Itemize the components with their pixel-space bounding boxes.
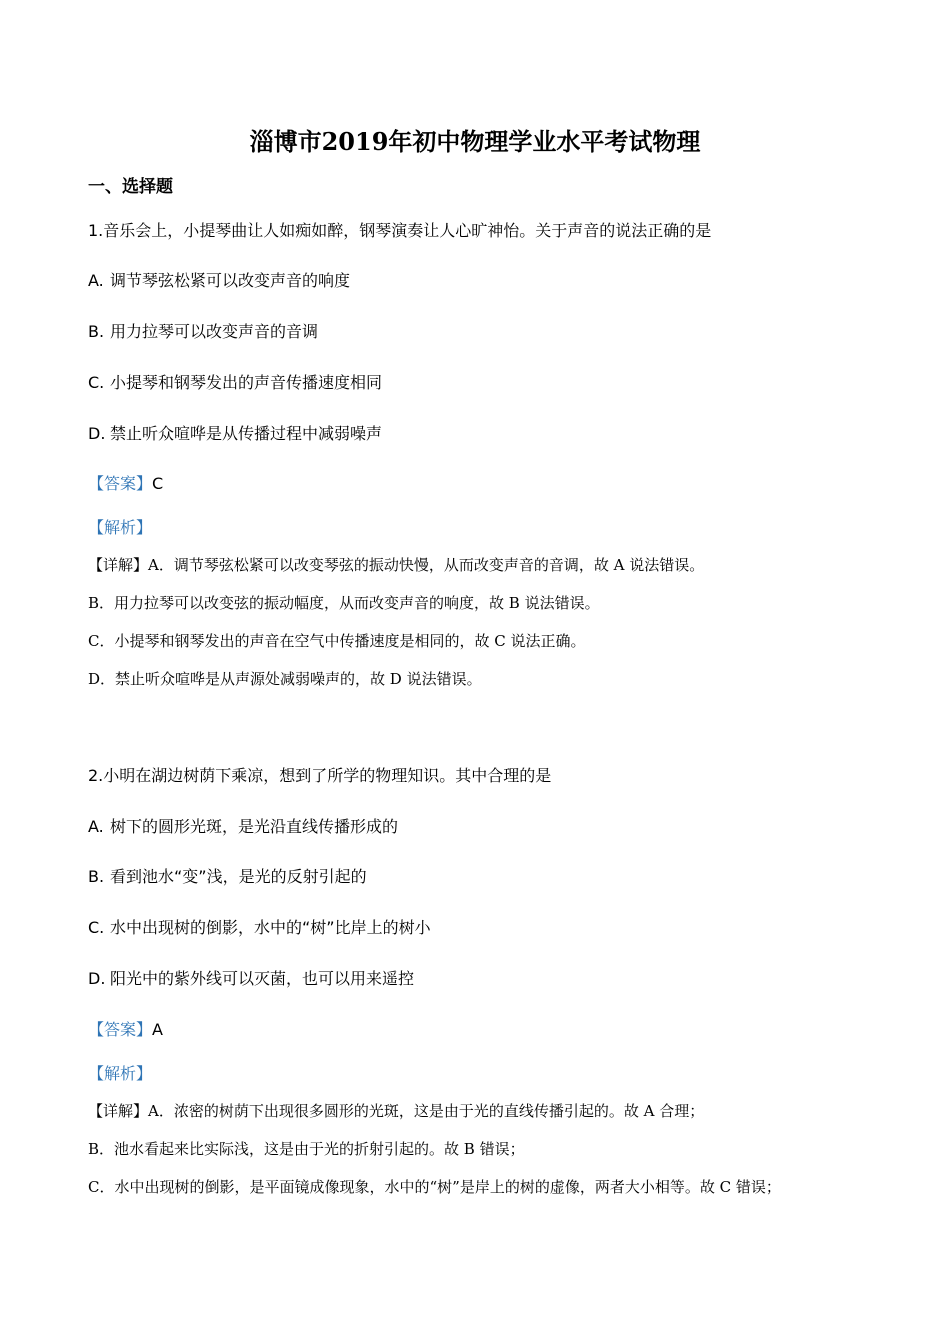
option-text: 禁止听众喧哗是从传播过程中减弱噪声	[110, 424, 383, 443]
option-letter: A.	[88, 817, 104, 836]
option-letter: D.	[88, 424, 106, 443]
question-2-stem: 2.小明在湖边树荫下乘凉，想到了所学的物理知识。其中合理的是	[88, 766, 552, 785]
question-2-option-c	[88, 915, 431, 938]
question-1-detail-4: D．禁止听众喧哗是从声源处减弱噪声的，故 D 说法错误。	[88, 670, 482, 688]
question-1-option-d	[88, 421, 382, 444]
option-text: 调节琴弦松紧可以改变声音的响度	[110, 271, 351, 290]
question-2-answer	[88, 1017, 163, 1040]
question-1-option-a	[88, 268, 350, 291]
question-1-stem: 1.音乐会上，小提琴曲让人如痴如醉，钢琴演奏让人心旷神怡。关于声音的说法正确的是	[88, 221, 712, 240]
answer-value: A	[152, 1020, 163, 1039]
answer-label: 【答案】	[88, 474, 153, 493]
section-heading: 一、选择题	[88, 177, 173, 197]
question-1-option-b	[88, 319, 318, 342]
question-2-analysis-label: 【解析】	[88, 1064, 153, 1083]
option-letter: C.	[88, 373, 105, 392]
question-1-detail-3: C．小提琴和钢琴发出的声音在空气中传播速度是相同的，故 C 说法正确。	[88, 632, 586, 650]
question-1-option-c	[88, 370, 382, 393]
question-1-detail-1: 【详解】A．调节琴弦松紧可以改变琴弦的振动快慢，从而改变声音的音调，故 A 说法错误。	[88, 556, 705, 574]
question-2-detail-1: 【详解】A．浓密的树荫下出现很多圆形的光斑，这是由于光的直线传播引起的。故 A 合理；	[88, 1102, 705, 1120]
option-letter: C.	[88, 918, 105, 937]
option-text: 用力拉琴可以改变声音的音调	[110, 322, 319, 341]
answer-label: 【答案】	[88, 1020, 153, 1039]
option-letter: D.	[88, 969, 106, 988]
option-text: 树下的圆形光斑，是光沿直线传播形成的	[110, 817, 399, 836]
question-1-answer	[88, 471, 163, 494]
option-text: 看到池水“变”浅，是光的反射引起的	[110, 867, 367, 886]
question-2-detail-2: B．池水看起来比实际浅，这是由于光的折射引起的。故 B 错误；	[88, 1140, 525, 1158]
option-letter: B.	[88, 322, 105, 341]
question-1-detail-2: B．用力拉琴可以改变弦的振动幅度，从而改变声音的响度，故 B 说法错误。	[88, 594, 600, 612]
question-2-option-d	[88, 966, 414, 989]
question-1-analysis-label: 【解析】	[88, 518, 153, 537]
page-title: 淄博市2019年初中物理学业水平考试物理	[249, 127, 701, 156]
question-2-option-a	[88, 814, 398, 837]
question-2-detail-3: C．水中出现树的倒影，是平面镜成像现象，水中的“树”是岸上的树的虚像，两者大小相等。故 C 错误；	[88, 1178, 781, 1196]
option-text: 小提琴和钢琴发出的声音传播速度相同	[110, 373, 383, 392]
answer-value: C	[152, 474, 164, 493]
question-2-option-b	[88, 864, 367, 887]
option-text: 阳光中的紫外线可以灭菌，也可以用来遥控	[110, 969, 415, 988]
option-letter: B.	[88, 867, 105, 886]
option-letter: A.	[88, 271, 104, 290]
option-text: 水中出现树的倒影，水中的“树”比岸上的树小	[110, 918, 431, 937]
